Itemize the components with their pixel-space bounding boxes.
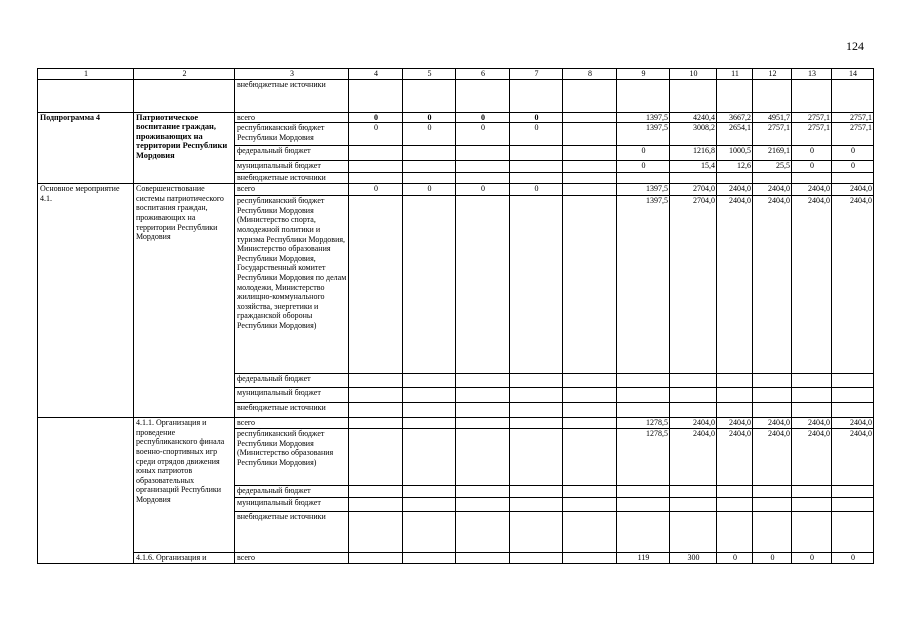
value-cell: [510, 161, 563, 173]
value-cell: 3008,2: [670, 123, 717, 146]
value-cell: 2404,0: [670, 429, 717, 486]
header-cell: 14: [832, 69, 874, 80]
value-cell: 119: [617, 553, 670, 564]
value-cell: 0: [510, 112, 563, 123]
value-cell: 2404,0: [832, 418, 874, 429]
header-cell: 11: [717, 69, 753, 80]
value-cell: [349, 418, 403, 429]
header-cell: 7: [510, 69, 563, 80]
value-cell: 15,4: [670, 161, 717, 173]
source-cell: муниципальный бюджет: [235, 161, 349, 173]
table-row: [38, 418, 874, 429]
value-cell: [456, 429, 510, 486]
source-cell: всего: [235, 184, 349, 196]
value-cell: 2404,0: [717, 184, 753, 196]
value-cell: 1397,5: [617, 123, 670, 146]
source-cell: внебюджетные источники: [235, 79, 349, 112]
value-cell: 2404,0: [792, 184, 832, 196]
value-cell: 0: [403, 112, 456, 123]
source-cell: всего: [235, 553, 349, 564]
value-cell: 2404,0: [670, 418, 717, 429]
value-cell: 4240,4: [670, 112, 717, 123]
value-cell: [456, 553, 510, 564]
value-cell: [403, 418, 456, 429]
table-row: [38, 553, 874, 564]
subprogram-title: Патриотическое воспитание граждан, проживающих на территории Республики Мордовия: [134, 112, 235, 184]
value-cell: 1397,5: [617, 196, 670, 374]
budget-table: [37, 68, 874, 564]
source-cell: федеральный бюджет: [235, 374, 349, 388]
value-cell: [563, 146, 617, 161]
source-cell: внебюджетные источники: [235, 403, 349, 418]
header-cell: 9: [617, 69, 670, 80]
value-cell: 0: [832, 161, 874, 173]
value-cell: [403, 146, 456, 161]
page-number: 124: [846, 39, 864, 53]
value-cell: 2404,0: [753, 196, 792, 374]
value-cell: 2404,0: [717, 429, 753, 486]
activity-title: 4.1.6. Организация и: [134, 553, 235, 564]
value-cell: 1397,5: [617, 184, 670, 196]
value-cell: 0: [617, 161, 670, 173]
value-cell: [403, 429, 456, 486]
value-cell: 2704,0: [670, 196, 717, 374]
value-cell: [563, 123, 617, 146]
value-cell: 2704,0: [670, 184, 717, 196]
source-cell: всего: [235, 418, 349, 429]
source-cell: федеральный бюджет: [235, 146, 349, 161]
value-cell: [510, 196, 563, 374]
source-cell: республиканский бюджет Республики Мордовия (Министерство образования Республики Мордовия): [235, 429, 349, 486]
value-cell: [563, 429, 617, 486]
value-cell: 300: [670, 553, 717, 564]
value-cell: 2757,1: [832, 112, 874, 123]
header-cell: 4: [349, 69, 403, 80]
value-cell: 0: [456, 112, 510, 123]
value-cell: 1397,5: [617, 112, 670, 123]
value-cell: 1000,5: [717, 146, 753, 161]
value-cell: 2757,1: [792, 123, 832, 146]
value-cell: [349, 161, 403, 173]
table-row: [38, 79, 874, 112]
value-cell: [403, 553, 456, 564]
value-cell: [349, 146, 403, 161]
header-cell: 2: [134, 69, 235, 80]
value-cell: 2404,0: [717, 196, 753, 374]
value-cell: 0: [456, 184, 510, 196]
source-cell: республиканский бюджет Республики Мордовия (Министерство спорта, молодежной политики и туризма Республики Мордовия, Министерство образования Республики Мордовия, Государственный комитет Республики Мордовия по делам молодежи, Министерство жилищно-коммунального хозяйства, энергетики и гражданской обороны Республики Мордовия): [235, 196, 349, 374]
value-cell: [456, 161, 510, 173]
value-cell: 0: [349, 123, 403, 146]
value-cell: 0: [792, 553, 832, 564]
source-cell: муниципальный бюджет: [235, 498, 349, 512]
value-cell: 0: [349, 112, 403, 123]
value-cell: [563, 184, 617, 196]
value-cell: 2404,0: [792, 418, 832, 429]
value-cell: 2404,0: [753, 429, 792, 486]
value-cell: [349, 429, 403, 486]
header-cell: 5: [403, 69, 456, 80]
value-cell: 2404,0: [717, 418, 753, 429]
value-cell: [563, 161, 617, 173]
source-cell: республиканский бюджет Республики Мордовия: [235, 123, 349, 146]
value-cell: 2654,1: [717, 123, 753, 146]
source-cell: внебюджетные источники: [235, 512, 349, 553]
value-cell: 0: [753, 553, 792, 564]
value-cell: 0: [832, 553, 874, 564]
value-cell: 0: [510, 184, 563, 196]
value-cell: 12,6: [717, 161, 753, 173]
value-cell: [349, 553, 403, 564]
value-cell: 4951,7: [753, 112, 792, 123]
value-cell: [510, 553, 563, 564]
source-cell: муниципальный бюджет: [235, 388, 349, 403]
value-cell: 2757,1: [753, 123, 792, 146]
value-cell: [403, 161, 456, 173]
value-cell: 3667,2: [717, 112, 753, 123]
value-cell: 2757,1: [832, 123, 874, 146]
source-cell: внебюджетные источники: [235, 173, 349, 184]
table-row: [38, 184, 874, 196]
activity-title: 4.1.1. Организация и проведение республиканского финала военно-спортивных игр среди отрядов движения юных патриотов образовательных организаций Республики Мордовия: [134, 418, 235, 553]
header-cell: 8: [563, 69, 617, 80]
value-cell: 1278,5: [617, 429, 670, 486]
value-cell: 0: [403, 184, 456, 196]
value-cell: 0: [403, 123, 456, 146]
row-label: Основное мероприятие 4.1.: [38, 184, 134, 418]
header-row: [38, 69, 874, 80]
source-cell: федеральный бюджет: [235, 486, 349, 498]
value-cell: 0: [617, 146, 670, 161]
table-row: [38, 112, 874, 123]
value-cell: 2404,0: [753, 184, 792, 196]
value-cell: 2169,1: [753, 146, 792, 161]
value-cell: 0: [792, 146, 832, 161]
source-cell: всего: [235, 112, 349, 123]
value-cell: 2404,0: [753, 418, 792, 429]
value-cell: 0: [349, 184, 403, 196]
value-cell: [563, 553, 617, 564]
header-cell: 3: [235, 69, 349, 80]
value-cell: [510, 429, 563, 486]
value-cell: 2404,0: [792, 429, 832, 486]
row-label: Подпрограмма 4: [38, 112, 134, 184]
value-cell: [563, 112, 617, 123]
value-cell: 25,5: [753, 161, 792, 173]
header-cell: 12: [753, 69, 792, 80]
value-cell: 2404,0: [832, 184, 874, 196]
value-cell: [510, 418, 563, 429]
value-cell: [349, 196, 403, 374]
value-cell: 1216,8: [670, 146, 717, 161]
value-cell: [456, 418, 510, 429]
value-cell: [563, 418, 617, 429]
value-cell: 2404,0: [832, 196, 874, 374]
value-cell: 0: [456, 123, 510, 146]
value-cell: 0: [832, 146, 874, 161]
value-cell: 0: [510, 123, 563, 146]
value-cell: [403, 196, 456, 374]
header-cell: 6: [456, 69, 510, 80]
header-cell: 1: [38, 69, 134, 80]
value-cell: [563, 196, 617, 374]
header-cell: 10: [670, 69, 717, 80]
value-cell: 0: [792, 161, 832, 173]
value-cell: 2404,0: [832, 429, 874, 486]
value-cell: 1278,5: [617, 418, 670, 429]
activity-title: Совершенствование системы патриотического воспитания граждан, проживающих на территории Республики Мордовия: [134, 184, 235, 418]
value-cell: 2757,1: [792, 112, 832, 123]
value-cell: [456, 146, 510, 161]
value-cell: [456, 196, 510, 374]
value-cell: 2404,0: [792, 196, 832, 374]
value-cell: 0: [717, 553, 753, 564]
header-cell: 13: [792, 69, 832, 80]
value-cell: [510, 146, 563, 161]
